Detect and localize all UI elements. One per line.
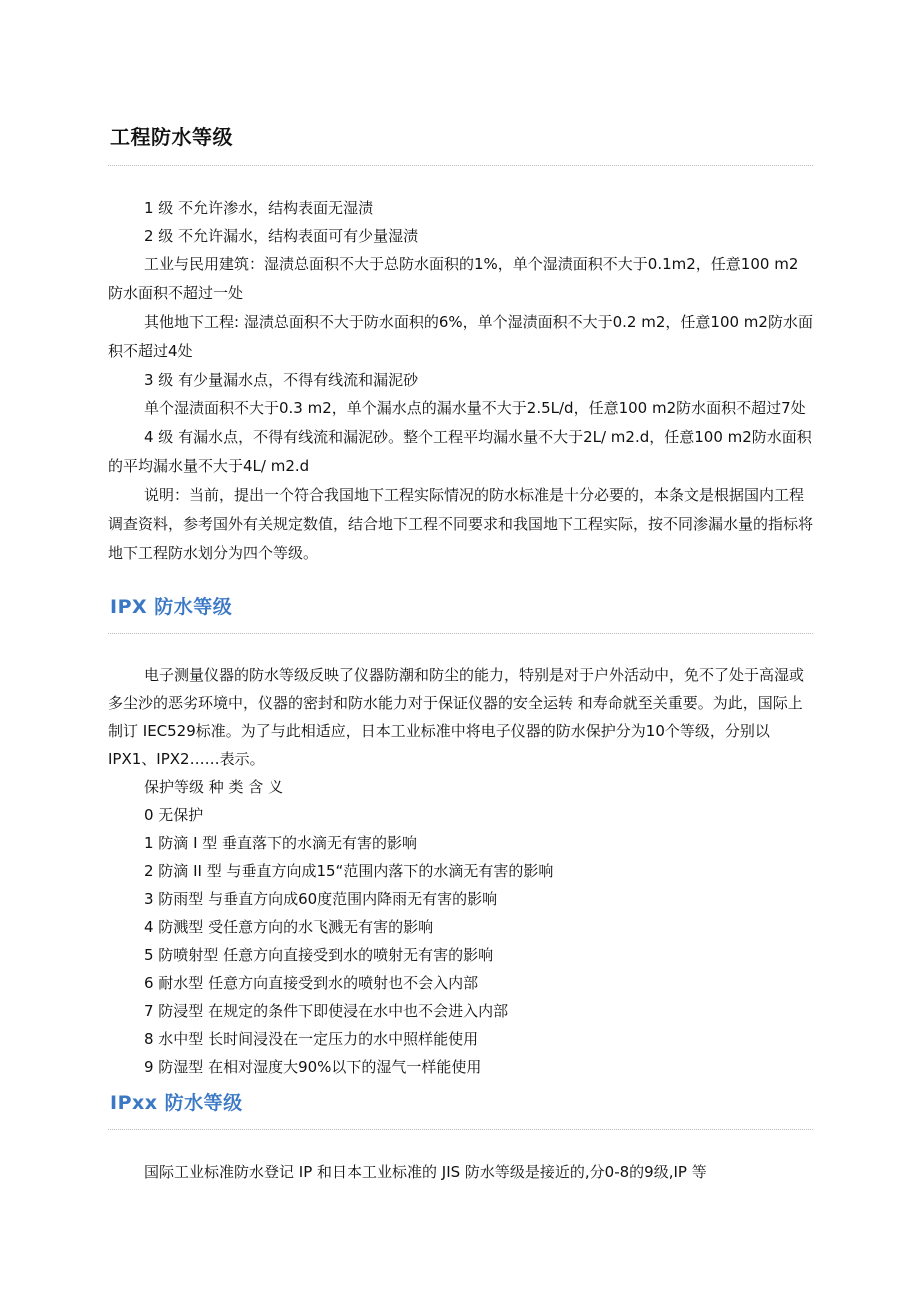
section-ipxx-body [108, 1158, 828, 1186]
divider [108, 165, 813, 166]
protection-level-5: 5 防喷射型 任意方向直接受到水的喷射无有害的影响 [144, 946, 494, 964]
section-engineering-body [108, 194, 828, 568]
section-title-engineering: 工程防水等级 [110, 125, 233, 149]
level-1-line: 1 级 不允许渗水，结构表面无湿渍 [144, 199, 374, 217]
protection-level-3: 3 防雨型 与垂直方向成60度范围内降雨无有害的影响 [144, 890, 498, 908]
protection-level-6: 6 耐水型 任意方向直接受到水的喷射也不会入内部 [144, 974, 479, 992]
level-3-paragraph: 单个湿渍面积不大于0.3 m2，单个漏水点的漏水量不大于2.5L/d，任意100 m2防水面积不超过7处 [144, 399, 806, 417]
protection-level-7: 7 防浸型 在规定的条件下即使浸在水中也不会进入内部 [144, 1002, 509, 1020]
note-paragraph: 说明：当前，提出一个符合我国地下工程实际情况的防水标准是十分必要的，本条文是根据国内工程调查资料，参考国外有关规定数值，结合地下工程不同要求和我国地下工程实际，按不同渗漏水量的指标将地下工程防水划分为四个等级。 [108, 486, 814, 562]
ipx-intro-paragraph: 电子测量仪器的防水等级反映了仪器防潮和防尘的能力，特别是对于户外活动中，免不了处于高湿或多尘沙的恶劣环境中，仪器的密封和防水能力对于保证仪器的安全运转 和寿命就至关重要。为此，国际上制订 IEC529标准。为了与此相适应，日本工业标准中将电子仪器的防水保护分为10个等级，分别以 IPX1、IPX2……表示。 [108, 666, 805, 768]
section-title-ipx: IPX 防水等级 [110, 596, 233, 618]
protection-level-9: 9 防湿型 在相对湿度大90%以下的湿气一样能使用 [144, 1058, 482, 1076]
divider [108, 1129, 813, 1130]
other-underground-paragraph: 其他地下工程: 湿渍总面积不大于防水面积的6%，单个湿渍面积不大于0.2 m2，任意100 m2防水面积不超过4处 [108, 313, 813, 360]
protection-table-header: 保护等级 种 类 含 义 [144, 778, 284, 796]
divider [108, 633, 813, 634]
protection-level-0: 0 无保护 [144, 806, 204, 824]
industrial-building-paragraph: 工业与民用建筑：湿渍总面积不大于总防水面积的1%，单个湿渍面积不大于0.1m2，任意100 m2防水面积不超过一处 [108, 255, 799, 302]
protection-level-1: 1 防滴 I 型 垂直落下的水滴无有害的影响 [144, 834, 418, 852]
protection-level-4: 4 防溅型 受任意方向的水飞溅无有害的影响 [144, 918, 434, 936]
level-3-line: 3 级 有少量漏水点，不得有线流和漏泥砂 [144, 371, 419, 389]
protection-level-2: 2 防滴 II 型 与垂直方向成15“范围内落下的水滴无有害的影响 [144, 862, 554, 880]
section-title-ipxx: IPxx 防水等级 [110, 1092, 243, 1114]
protection-level-8: 8 水中型 长时间浸没在一定压力的水中照样能使用 [144, 1030, 479, 1048]
level-4-paragraph: 4 级 有漏水点，不得有线流和漏泥砂。整个工程平均漏水量不大于2L/ m2.d，任意100 m2防水面积的平均漏水量不大于4L/ m2.d [108, 428, 812, 475]
level-2-line: 2 级 不允许漏水，结构表面可有少量湿渍 [144, 227, 419, 245]
section-ipx-body [108, 661, 828, 1081]
ipxx-intro-line: 国际工业标准防水登记 IP 和日本工业标准的 JIS 防水等级是接近的,分0-8的9级,IP 等 [144, 1163, 707, 1181]
